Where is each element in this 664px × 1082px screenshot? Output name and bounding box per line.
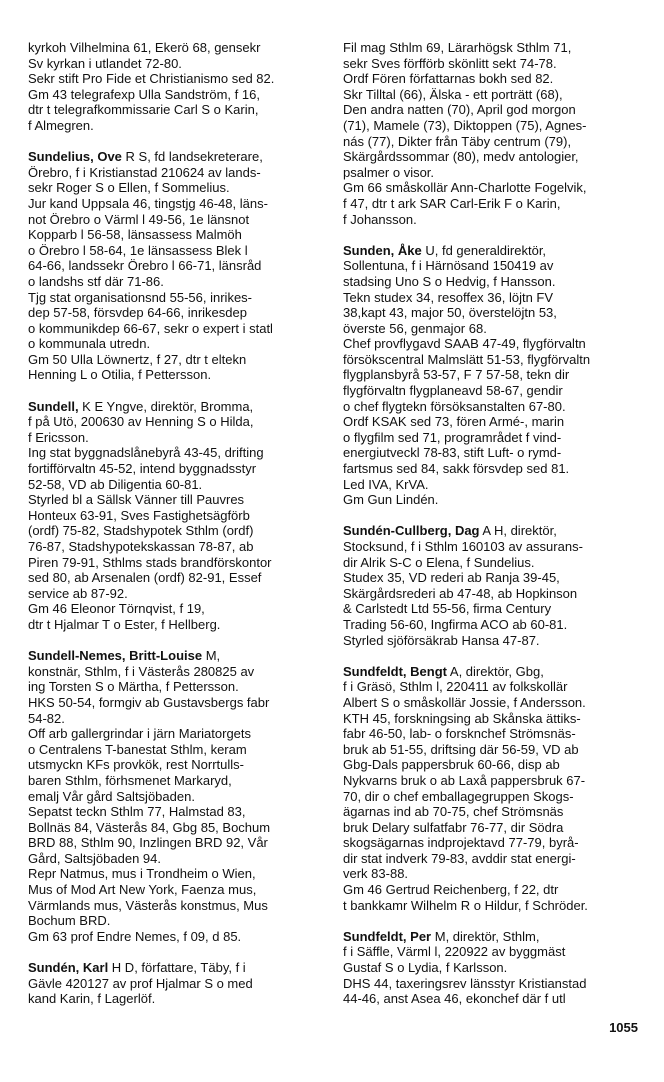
entry-first-line-text: A, direktör, Gbg,: [447, 663, 544, 679]
entry-text-line: Nykvarns bruk o ab Laxå pappersbruk 67-: [343, 772, 586, 788]
entry-text-line: 64-66, landssekr Örebro l 66-71, länsråd: [28, 258, 262, 274]
entry-first-line: [343, 243, 643, 259]
entry-text-line: bruk ab 51-55, driftsing där 56-59, VD ab: [343, 741, 579, 757]
entry-text-line: Henning L o Otilia, f Pettersson.: [28, 367, 212, 383]
entry-text-line: Stocksund, f i Sthlm 160103 av assurans-: [343, 539, 583, 554]
entry-text-line: 54-82.: [28, 710, 65, 726]
entry-text-line: ing Torsten S o Märtha, f Pettersson.: [28, 679, 239, 695]
entry-name: Sundén-Cullberg, Dag: [343, 523, 480, 539]
entry-text-line: Skärgårdsrederi ab 47-48, ab Hopkinson: [343, 585, 578, 601]
entry-text-line: f i Säffle, Värml l, 220922 av byggmäst: [343, 944, 566, 960]
entry-text-line: Gbg-Dals pappersbruk 60-66, disp ab: [343, 757, 560, 773]
entry-text-line: f Almegren.: [28, 117, 94, 133]
entry-text-line: BRD 88, Sthlm 90, Inzlingen BRD 92, Vår: [28, 835, 268, 851]
entry-text-line: psalmer o visor.: [343, 164, 435, 180]
entry-text-line: försökscentral Malmslätt 51-53, flygförvaltn: [343, 351, 591, 367]
entry-text-line: Off arb gallergrindar i järn Mariatorgets: [28, 726, 252, 742]
entry-first-line: [343, 523, 643, 539]
entry-text-line: o kommunala utredn.: [28, 336, 151, 352]
entry-text-line: Gård, Saltsjöbaden 94.: [28, 850, 161, 866]
entry-name: Sundell,: [28, 398, 79, 414]
entry-text-line: Chef provflygavd SAAB 47-49, flygförvaltn: [343, 336, 586, 352]
entry-first-line: [343, 929, 643, 945]
entry-text-line: fartsmus sed 84, sakk försvdep sed 81.: [343, 461, 570, 477]
entry-text-line: Led IVA, KrVA.: [343, 476, 429, 492]
entry-text-line: fabr 46-50, lab- o forsknchef Strömsnäs-: [343, 726, 576, 742]
entry-text-line: Den andra natten (70), April god morgon: [343, 102, 576, 118]
entry-text-line: Studex 35, VD rederi ab Ranja 39-45,: [343, 570, 560, 586]
entry-text-line: Piren 79-91, Sthlms stads brandförskontor: [28, 554, 272, 570]
biography-entry: [28, 399, 328, 633]
entry-text-line: dir stat indverk 79-83, avddir stat energi-: [343, 850, 576, 866]
entry-text-line: baren Sthlm, förhsmenet Markaryd,: [28, 772, 232, 788]
entry-text-line: sekr Sves förfförb skönlitt sekt 74-78.: [343, 55, 557, 71]
entry-text-line: Gustaf S o Lydia, f Karlsson.: [343, 960, 508, 976]
entry-first-line-text: M, direktör, Sthlm,: [431, 928, 540, 944]
entry-text-line: Sv kyrkan i utlandet 72-80.: [28, 55, 182, 71]
entry-first-line-text: M,: [202, 648, 221, 664]
entry-text-line: utsmyckn KFs provkök, rest Norrtulls-: [28, 757, 244, 773]
entry-name: Sundelius, Ove: [28, 149, 122, 165]
entry-text-line: Tjg stat organisationsnd 55-56, inrikes-: [28, 289, 253, 305]
entry-name: Sundell-Nemes, Britt-Louise: [28, 648, 203, 664]
entry-text-line: stadsing Uno S o Hedvig, f Hansson.: [343, 273, 556, 289]
entry-text-line: Sollentuna, f i Härnösand 150419 av: [343, 258, 554, 274]
entry-text-line: dtr t telegrafkommissarie Carl S o Karin,: [28, 102, 259, 118]
entry-first-line: [28, 149, 328, 165]
entry-text-line: & Carlstedt Ltd 55-56, firma Century: [343, 601, 552, 617]
entry-text-line: f Johansson.: [343, 211, 417, 227]
entry-text-line: Trading 56-60, Ingfirma ACO ab 60-81.: [343, 616, 568, 632]
entry-text-line: dir Alrik S-C o Elena, f Sundelius.: [343, 554, 535, 570]
page-number: 1055: [609, 1020, 638, 1035]
entry-text-line: Ordf KSAK sed 73, fören Armé-, marin: [343, 414, 565, 430]
entry-text-line: Sekr stift Pro Fide et Christianismo sed 82.: [28, 71, 275, 87]
entry-text-line: o landshs stf där 71-86.: [28, 273, 164, 289]
entry-first-line: [28, 399, 328, 415]
entry-text-line: (71), Mamele (73), Diktoppen (75), Agnes-: [343, 117, 587, 133]
entry-text-line: DHS 44, taxeringsrev länsstyr Kristianstad: [343, 975, 587, 991]
biography-entry: [28, 149, 328, 383]
biography-entry: [28, 648, 328, 944]
entry-text-line: not Örebro o Värml l 49-56, 1e länsnot: [28, 211, 250, 227]
entry-text-line: Tekn studex 34, resoffex 36, löjtn FV: [343, 289, 554, 305]
entry-text-line: service ab 87-92.: [28, 585, 128, 601]
entry-text-line: energiutveckl 78-83, stift Luft- o rymd-: [343, 445, 562, 461]
entry-text-line: f på Utö, 200630 av Henning S o Hilda,: [28, 414, 254, 430]
entry-text-line: sed 80, ab Arsenalen (ordf) 82-91, Essef: [28, 570, 262, 586]
entry-text-line: emalj Vår gård Saltsjöbaden.: [28, 788, 195, 804]
entry-first-line-text: U, fd generaldirektör,: [421, 242, 547, 258]
entry-text-line: t bankkamr Wilhelm R o Hildur, f Schröder.: [343, 897, 588, 913]
entry-text-line: dtr t Hjalmar T o Ester, f Hellberg.: [28, 616, 221, 632]
biography-entry: [343, 929, 643, 1007]
entry-text-line: Skr Tilltal (66), Älska - ett porträtt (68),: [343, 86, 563, 102]
entry-text-line: 76-87, Stadshypotekskassan 78-87, ab: [28, 539, 254, 554]
entry-text-line: Värmlands mus, Västerås konstmus, Mus: [28, 897, 268, 913]
entry-text-line: Gm 46 Gertrud Reichenberg, f 22, dtr: [343, 882, 559, 898]
entry-first-line-text: H D, författare, Täby, f i: [108, 960, 246, 976]
biography-entry: [343, 243, 643, 508]
entry-text-line: Gm Gun Lindén.: [343, 492, 439, 508]
entry-text-line: kand Karin, f Lagerlöf.: [28, 991, 156, 1007]
left-column: [28, 40, 328, 1022]
entry-first-line-text: K E Yngve, direktör, Bromma,: [78, 398, 254, 414]
entry-text-line: Gävle 420127 av prof Hjalmar S o med: [28, 975, 253, 991]
entry-text-line: 44-46, anst Asea 46, ekonchef där f utl: [343, 991, 566, 1007]
entry-first-line-text: R S, fd landsekreterare,: [121, 149, 263, 165]
entry-text-line: 70, dir o chef emballagegruppen Skogs-: [343, 788, 574, 804]
entry-text-line: konstnär, Sthlm, f i Västerås 280825 av: [28, 663, 255, 679]
entry-text-line: Sepatst teckn Sthlm 77, Halmstad 83,: [28, 804, 246, 820]
entry-text-line: bruk Delary sulfatfabr 76-77, dir Södra: [343, 819, 564, 835]
biography-entry: [343, 664, 643, 914]
entry-text-line: Mus of Mod Art New York, Faenza mus,: [28, 882, 257, 898]
biography-entry: [28, 40, 328, 134]
entry-text-line: nás (77), Dikter från Täby centrum (79),: [343, 133, 572, 149]
entry-text-line: Gm 66 småskollär Ann-Charlotte Fogelvik,: [343, 180, 587, 196]
entry-text-line: Kopparb l 56-58, länsassess Malmöh: [28, 227, 242, 243]
entry-text-line: Ing stat byggnadslånebyrå 43-45, drifting: [28, 445, 264, 461]
entry-text-line: 52-58, VD ab Diligentia 60-81.: [28, 476, 203, 492]
entry-text-line: (ordf) 75-82, Stadshypotek Sthlm (ordf): [28, 523, 254, 539]
entry-text-line: o Centralens T-banestat Sthlm, keram: [28, 741, 247, 757]
entry-name: Sunden, Åke: [343, 242, 422, 258]
entry-text-line: flygförvaltn flygplaneavd 58-67, gendir: [343, 383, 563, 399]
entry-text-line: Gm 63 prof Endre Nemes, f 09, d 85.: [28, 928, 242, 944]
entry-text-line: dep 57-58, försvdep 64-66, inrikesdep: [28, 305, 247, 321]
entry-text-line: f 47, dtr t ark SAR Carl-Erik F o Karin,: [343, 195, 561, 211]
entry-text-line: Gm 50 Ulla Löwnertz, f 27, dtr t eltekn: [28, 351, 247, 367]
entry-text-line: flygplansbyrå 53-57, F 7 57-58, tekn dir: [343, 367, 570, 383]
entry-text-line: Styrled sjöförsäkrab Hansa 47-87.: [343, 632, 540, 648]
entry-text-line: sekr Roger S o Ellen, f Sommelius.: [28, 180, 230, 196]
entry-text-line: f i Gräsö, Sthlm l, 220411 av folkskollär: [343, 679, 568, 695]
entry-text-line: Örebro, f i Kristianstad 210624 av lands-: [28, 164, 261, 180]
entry-text-line: Bollnäs 84, Västerås 84, Gbg 85, Bochum: [28, 819, 271, 835]
entry-first-line: [28, 648, 328, 664]
entry-text-line: Albert S o småskollär Jossie, f Andersson.: [343, 694, 586, 710]
right-column: [343, 40, 643, 1022]
entry-text-line: Repr Natmus, mus i Trondheim o Wien,: [28, 866, 256, 882]
biography-entry: [343, 523, 643, 648]
entry-text-line: överste 56, genmajor 68.: [343, 320, 487, 336]
entry-text-line: o kommunikdep 66-67, sekr o expert i statl: [28, 320, 273, 336]
entry-name: Sundén, Karl: [28, 960, 109, 976]
entry-text-line: HKS 50-54, formgiv ab Gustavsbergs fabr: [28, 694, 270, 710]
entry-text-line: Gm 46 Eleonor Törnqvist, f 19,: [28, 601, 205, 617]
biography-entry: [343, 40, 643, 227]
entry-text-line: o Örebro l 58-64, 1e länsassess Blek l: [28, 242, 248, 258]
entry-text-line: Skärgårdssommar (80), medv antologier,: [343, 149, 579, 165]
entry-text-line: Honteux 63-91, Sves Fastighetsägförb: [28, 507, 250, 523]
entry-text-line: Jur kand Uppsala 46, tingstjg 46-48, läns-: [28, 195, 268, 211]
entry-text-line: Fil mag Sthlm 69, Lärarhögsk Sthlm 71,: [343, 40, 572, 55]
entry-text-line: Bochum BRD.: [28, 913, 111, 929]
entry-text-line: 38,kapt 43, major 50, överstelöjtn 53,: [343, 305, 557, 321]
entry-text-line: skogsägarnas indprojektavd 77-79, byrå-: [343, 835, 579, 851]
entry-text-line: fortifförvaltn 45-52, intend byggnadsstyr: [28, 461, 257, 477]
entry-name: Sundfeldt, Bengt: [343, 663, 447, 679]
entry-text-line: Styrled bl a Sällsk Vänner till Pauvres: [28, 492, 245, 508]
entry-text-line: f Ericsson.: [28, 429, 89, 445]
entry-text-line: verk 83-88.: [343, 866, 409, 882]
entry-name: Sundfeldt, Per: [343, 928, 432, 944]
entry-first-line-text: A H, direktör,: [479, 523, 557, 539]
biography-entry: [28, 960, 328, 1007]
entry-text-line: o chef flygtekn försöksanstalten 67-80.: [343, 398, 566, 414]
entry-first-line: [343, 664, 643, 680]
entry-text-line: o flygfilm sed 71, programrådet f vind-: [343, 429, 562, 445]
entry-text-line: Ordf Fören författarnas bokh sed 82.: [343, 71, 554, 87]
entry-first-line: [28, 960, 328, 976]
entry-text-line: KTH 45, forskningsing ab Skånska ättiks-: [343, 710, 581, 726]
entry-text-line: Gm 43 telegrafexp Ulla Sandström, f 16,: [28, 86, 260, 102]
entry-text-line: ägarnas ind ab 70-75, chef Strömsnäs: [343, 804, 564, 820]
entry-text-line: kyrkoh Vilhelmina 61, Ekerö 68, gensekr: [28, 40, 261, 55]
